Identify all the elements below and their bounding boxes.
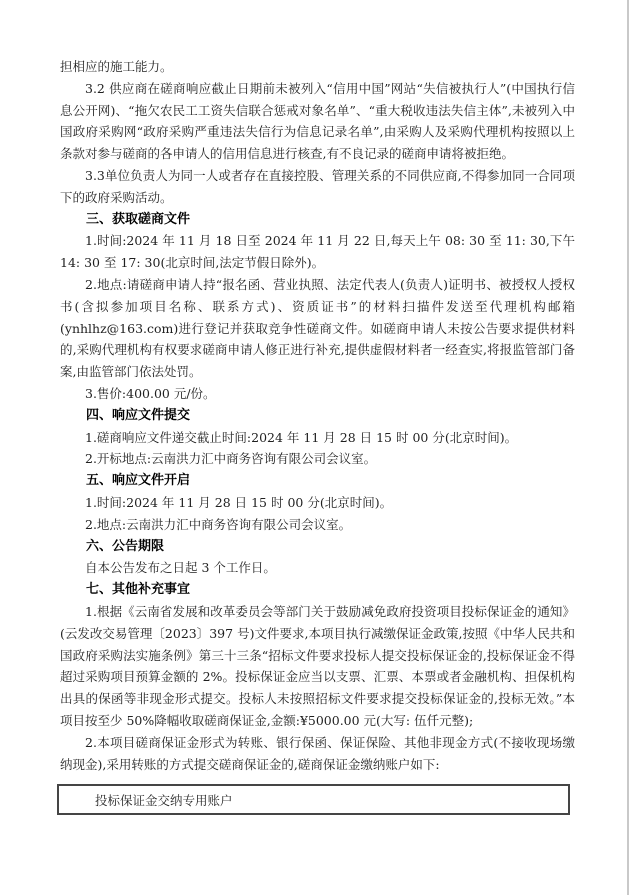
para-obtain-time: 1.时间:2024 年 11 月 18 日至 2024 年 11 月 22 日,每天上午 08: 30 至 11: 30,下午 14: 30 至 17: 30(北京时间,法定节假日除外)。	[60, 233, 575, 271]
page-edge-line	[627, 0, 629, 895]
para-document-price: 3.售价:400.00 元/份。	[85, 385, 216, 401]
para-deposit-policy: 1.根据《云南省发展和改革委员会等部门关于鼓励减免政府投资项目投标保证金的通知》(云发改交易管理〔2023〕397 号)文件要求,本项目执行减缴保证金政策,按照《中华人民共和国政府采购法实施条例》第三十三条“招标文件要求投标人提交投标保证金的,投标保证金不得超过采购项目预算金额的 2%。投标保证金应当以支票、汇票、本票或者金融机构、担保机构出具的保函等非现金形式提交。投标人未按照招标文件要求提交投标保证金的,投标无效。”本项目按至少 50%降幅收取磋商保证金,金额:¥5000.00 元(大写: 伍仟元整);	[60, 603, 575, 728]
heading-response-submission: 四、响应文件提交	[86, 407, 191, 423]
para-opening-location: 2.地点:云南洪力汇中商务咨询有限公司会议室。	[85, 516, 352, 532]
para-submission-deadline: 1.磋商响应文件递交截止时间:2024 年 11 月 28 日 15 时 00 分(北京时间)。	[85, 429, 518, 445]
para-3-3-same-person: 3.3单位负责人为同一人或者存在直接控股、管理关系的不同供应商,不得参加同一合同项下的政府采购活动。	[60, 167, 575, 205]
deposit-account-box	[57, 784, 570, 815]
para-obtain-location: 2.地点:请磋商申请人持“报名函、营业执照、法定代表人(负责人)证明书、被授权人授权书(含拟参加项目名称、联系方式)、资质证书”的材料扫描件发送至代理机构邮箱(ynhlhz@163.com)进行登记并获取竞争性磋商文件。如磋商申请人未按公告要求提供材料的,采购代理机构有权要求磋商申请人修正进行补充,提供虚假材料者一经查实,将报监管部门备案,由监管部门依法处罚。	[60, 276, 575, 380]
para-announcement-period: 自本公告发布之日起 3 个工作日。	[85, 560, 276, 576]
para-deposit-payment-method: 2.本项目磋商保证金形式为转账、银行保函、保证保险、其他非现金方式(不接收现场缴纳现金),采用转账的方式提交磋商保证金的,磋商保证金缴纳账户如下:	[60, 734, 575, 772]
para-opening-time: 1.时间:2024 年 11 月 28 日 15 时 00 分(北京时间)。	[85, 494, 393, 510]
para-3-2-credit-check: 3.2 供应商在磋商响应截止日期前未被列入“信用中国”网站“失信被执行人”(中国执行信息公开网)、“拖欠农民工工资失信联合惩戒对象名单”、“重大税收违法失信主体”,未被列入中国政府采购网“政府采购严重违法失信行为信息记录名单”,由采购人及采购代理机构按照以上条款对参与磋商的各申请人的信用信息进行核查,有不良记录的磋商申请将被拒绝。	[60, 80, 575, 162]
deposit-account-box-label: 投标保证金交纳专用账户	[95, 792, 233, 808]
para-bid-opening-location: 2.开标地点:云南洪力汇中商务咨询有限公司会议室。	[85, 451, 377, 467]
heading-announcement-period: 六、公告期限	[86, 538, 165, 554]
para-construction-capacity: 担相应的施工能力。	[60, 59, 173, 74]
heading-other-matters: 七、其他补充事宜	[86, 582, 191, 598]
document-content	[60, 56, 575, 815]
heading-obtain-documents: 三、获取磋商文件	[86, 211, 191, 227]
heading-response-opening: 五、响应文件开启	[86, 473, 191, 489]
